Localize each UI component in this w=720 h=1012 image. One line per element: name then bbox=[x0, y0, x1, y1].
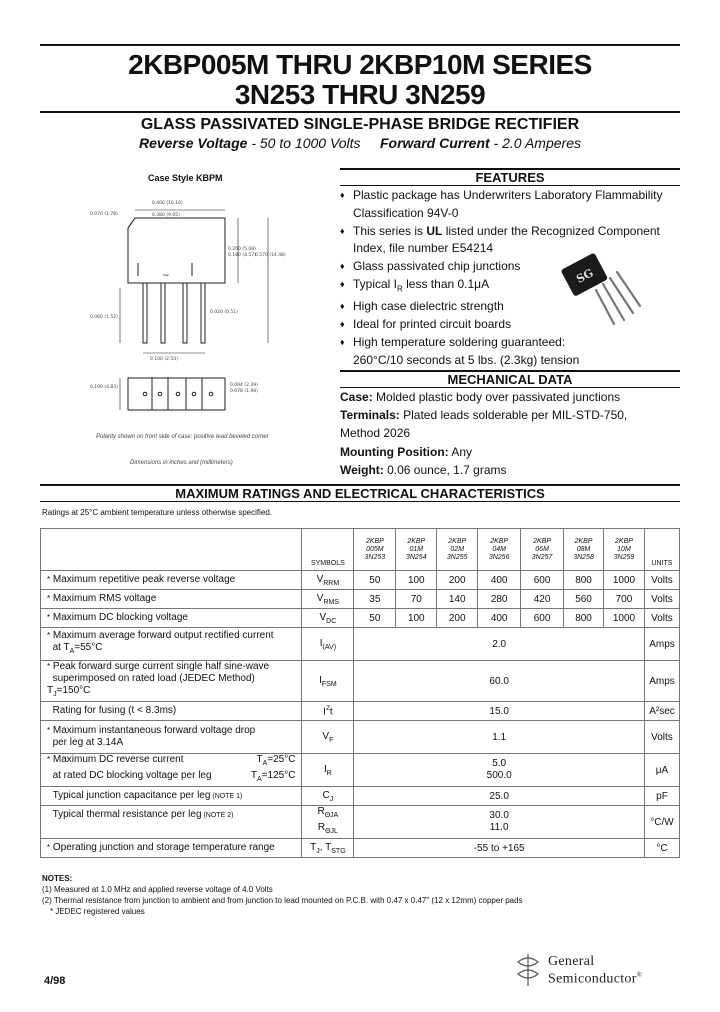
mechanical-data bbox=[340, 388, 670, 479]
dim-height-max: 0.200 (5.08) bbox=[228, 247, 256, 252]
mech-mounting: Mounting Position: Any bbox=[340, 444, 472, 459]
ratings-ambient-note: Ratings at 25°C ambient temperature unless otherwise specified. bbox=[42, 508, 272, 517]
feature-flammability: ♦ Plastic package has Underwriters Laboratory Flammability Classification 94V-0 bbox=[340, 187, 670, 223]
mechanical-heading: MECHANICAL DATA bbox=[340, 370, 680, 388]
svg-text:~: ~ bbox=[162, 271, 170, 281]
dim-depth-max: 0.190 (4.83) bbox=[90, 385, 118, 390]
lead-2 bbox=[161, 283, 165, 343]
dim-height-min: 0.180 (4.57) bbox=[228, 253, 256, 258]
ratings-heading: MAXIMUM RATINGS AND ELECTRICAL CHARACTERISTICS bbox=[40, 484, 680, 502]
note-1: (1) Measured at 1.0 MHz and applied reverse voltage of 4.0 Volts bbox=[42, 885, 273, 894]
row-i2t: Rating for fusing (t < 8.3ms) $I^2t$ 15.0 A²sec bbox=[41, 702, 680, 721]
row-cj: Typical junction capacitance per leg (NOTE 1) $C_J$ 25.0 pF bbox=[41, 787, 680, 806]
page-title-line1: 2KBP005M THRU 2KBP10M SERIES bbox=[128, 49, 592, 80]
dim-lead-spacing: 0.100 (2.54) bbox=[150, 357, 178, 362]
lead-3 bbox=[183, 283, 187, 343]
ratings-table bbox=[40, 528, 680, 858]
dim-chamfer: 0.070 (1.78) bbox=[90, 212, 118, 217]
product-photo bbox=[558, 250, 648, 330]
feature-pcb: ♦ Ideal for printed circuit boards bbox=[340, 316, 670, 334]
feature-dielectric: ♦ High case dielectric strength bbox=[340, 298, 670, 316]
row-vf: * Maximum instantaneous forward voltage drop per leg at 3.14A $V_F$ 1.1 Volts bbox=[41, 721, 680, 754]
registered-mark: ® bbox=[636, 971, 643, 979]
feature-glass-passivated: ♦ Glass passivated chip junctions bbox=[340, 258, 670, 276]
svg-text:SG: SG bbox=[574, 266, 596, 286]
dim-hole-max: 0.094 (2.39) bbox=[230, 383, 258, 388]
part-04m: 2KBP 04M 3N256 bbox=[478, 529, 521, 571]
product-subtitle: GLASS PASSIVATED SINGLE-PHASE BRIDGE RECTIFIER bbox=[140, 116, 580, 133]
row-vrrm: * Maximum repetitive peak reverse voltage $V_{RRM}$ 50 100 200 400 600 800 1000 Volts bbox=[41, 571, 680, 590]
top-rule bbox=[40, 44, 680, 46]
dim-overall: 0.570 (14.48) bbox=[255, 253, 286, 258]
part-005m: 2KBP 005M 3N253 bbox=[354, 529, 396, 571]
package-body-outline bbox=[128, 218, 225, 283]
units-header: UNITS bbox=[644, 529, 679, 571]
company-name-line1: General bbox=[548, 954, 595, 969]
feature-soldering: ♦ High temperature soldering guaranteed: 260°C/10 seconds at 5 lbs. (2.3kg) tension bbox=[340, 334, 670, 370]
dim-hole-min: 0.078 (1.98) bbox=[230, 389, 258, 394]
features-heading: FEATURES bbox=[340, 168, 680, 186]
note-3: * JEDEC registered values bbox=[50, 907, 145, 916]
table-header-row bbox=[41, 529, 680, 571]
notes-heading: NOTES: bbox=[42, 874, 73, 883]
case-style-title: Case Style KBPM bbox=[148, 173, 223, 183]
row-rth: Typical thermal resistance per leg (NOTE 2) $R_{\Theta JA}$ $R_{\Theta JL}$ 30.0 11.0 °C/W bbox=[41, 806, 680, 839]
dimensions-note: Dimensions in inches and (millimeters) bbox=[130, 460, 233, 466]
reverse-voltage-label: Reverse Voltage bbox=[139, 135, 248, 151]
part-08m: 2KBP 08M 3N258 bbox=[564, 529, 604, 571]
row-iav: * Maximum average forward output rectified current at $T_A=55^\circ C$ $I_{(AV)}$ 2.0 Amps bbox=[41, 628, 680, 661]
row-tj: * Operating junction and storage temperature range $T_J$, $T_{STG}$ -55 to +165 °C bbox=[41, 839, 680, 858]
forward-current-value: - 2.0 Amperes bbox=[489, 135, 581, 151]
notes-section bbox=[42, 873, 523, 917]
mech-case: Case: Molded plastic body over passivated junctions bbox=[340, 390, 621, 404]
polarity-note: Polarity shown on front side of case: positive lead beveled corner bbox=[96, 434, 269, 440]
lead-4 bbox=[201, 283, 205, 343]
revision-date: 4/98 bbox=[44, 975, 66, 987]
mech-terminals-method: Method 2026 bbox=[340, 426, 411, 441]
dim-lead-length: 0.060 (1.52) bbox=[90, 315, 118, 320]
part-01m: 2KBP 01M 3N254 bbox=[396, 529, 437, 571]
row-vrms: * Maximum RMS voltage $V_{RMS}$ 35 70 140 280 420 560 700 Volts bbox=[41, 590, 680, 609]
reverse-voltage-value: - 50 to 1000 Volts bbox=[247, 135, 361, 151]
page-title-line2: 3N253 THRU 3N259 bbox=[234, 79, 486, 110]
row-ir: * Maximum DC reverse current $T_A=25^\circ C$ at rated DC blocking voltage per leg $T_A=125^\circ C$ $I_R$ 5.0 500.0 μA bbox=[41, 754, 680, 787]
dim-width-max: 0.400 (10.16) bbox=[152, 201, 183, 206]
dim-width-min: 0.380 (9.65) bbox=[152, 213, 180, 218]
forward-current-label: Forward Current bbox=[380, 135, 490, 151]
title-rule bbox=[40, 111, 680, 113]
note-2: (2) Thermal resistance from junction to ambient and from junction to lead mounted on P.C.B. with 0.47 x 0.47" (12 x 12mm) copper pads bbox=[42, 896, 523, 905]
dim-lead-dia: 0.020 (0.51) bbox=[210, 310, 238, 315]
row-ifsm: * Peak forward surge current single half sine-wave superimposed on rated load (JEDEC Method) $T_J=150^\circ C$ $I_{FSM}$ 60.0 Amps bbox=[41, 661, 680, 702]
part-02m: 2KBP 02M 3N255 bbox=[437, 529, 478, 571]
case-outline-drawing bbox=[90, 188, 290, 428]
feature-typical-ir: ♦ Typical $I_R$ less than 0.1μA bbox=[340, 276, 670, 298]
part-06m: 2KBP 06M 3N257 bbox=[521, 529, 564, 571]
mech-weight: Weight: 0.06 ounce, 1.7 grams bbox=[340, 462, 507, 477]
part-10m: 2KBP 10M 3N259 bbox=[604, 529, 645, 571]
symbols-header: SYMBOLS bbox=[302, 529, 354, 571]
mech-terminals: Terminals: Plated leads solderable per MIL-STD-750, bbox=[340, 408, 628, 423]
feature-ul-listed: ♦ This series is UL listed under the Recognized Component Index, file number E54214 bbox=[340, 223, 670, 259]
row-vdc: * Maximum DC blocking voltage $V_{DC}$ 50 100 200 400 600 800 1000 Volts bbox=[41, 609, 680, 628]
spec-line bbox=[0, 135, 720, 151]
lead-1 bbox=[143, 283, 147, 343]
company-name-line2: Semiconductor® bbox=[548, 971, 643, 987]
